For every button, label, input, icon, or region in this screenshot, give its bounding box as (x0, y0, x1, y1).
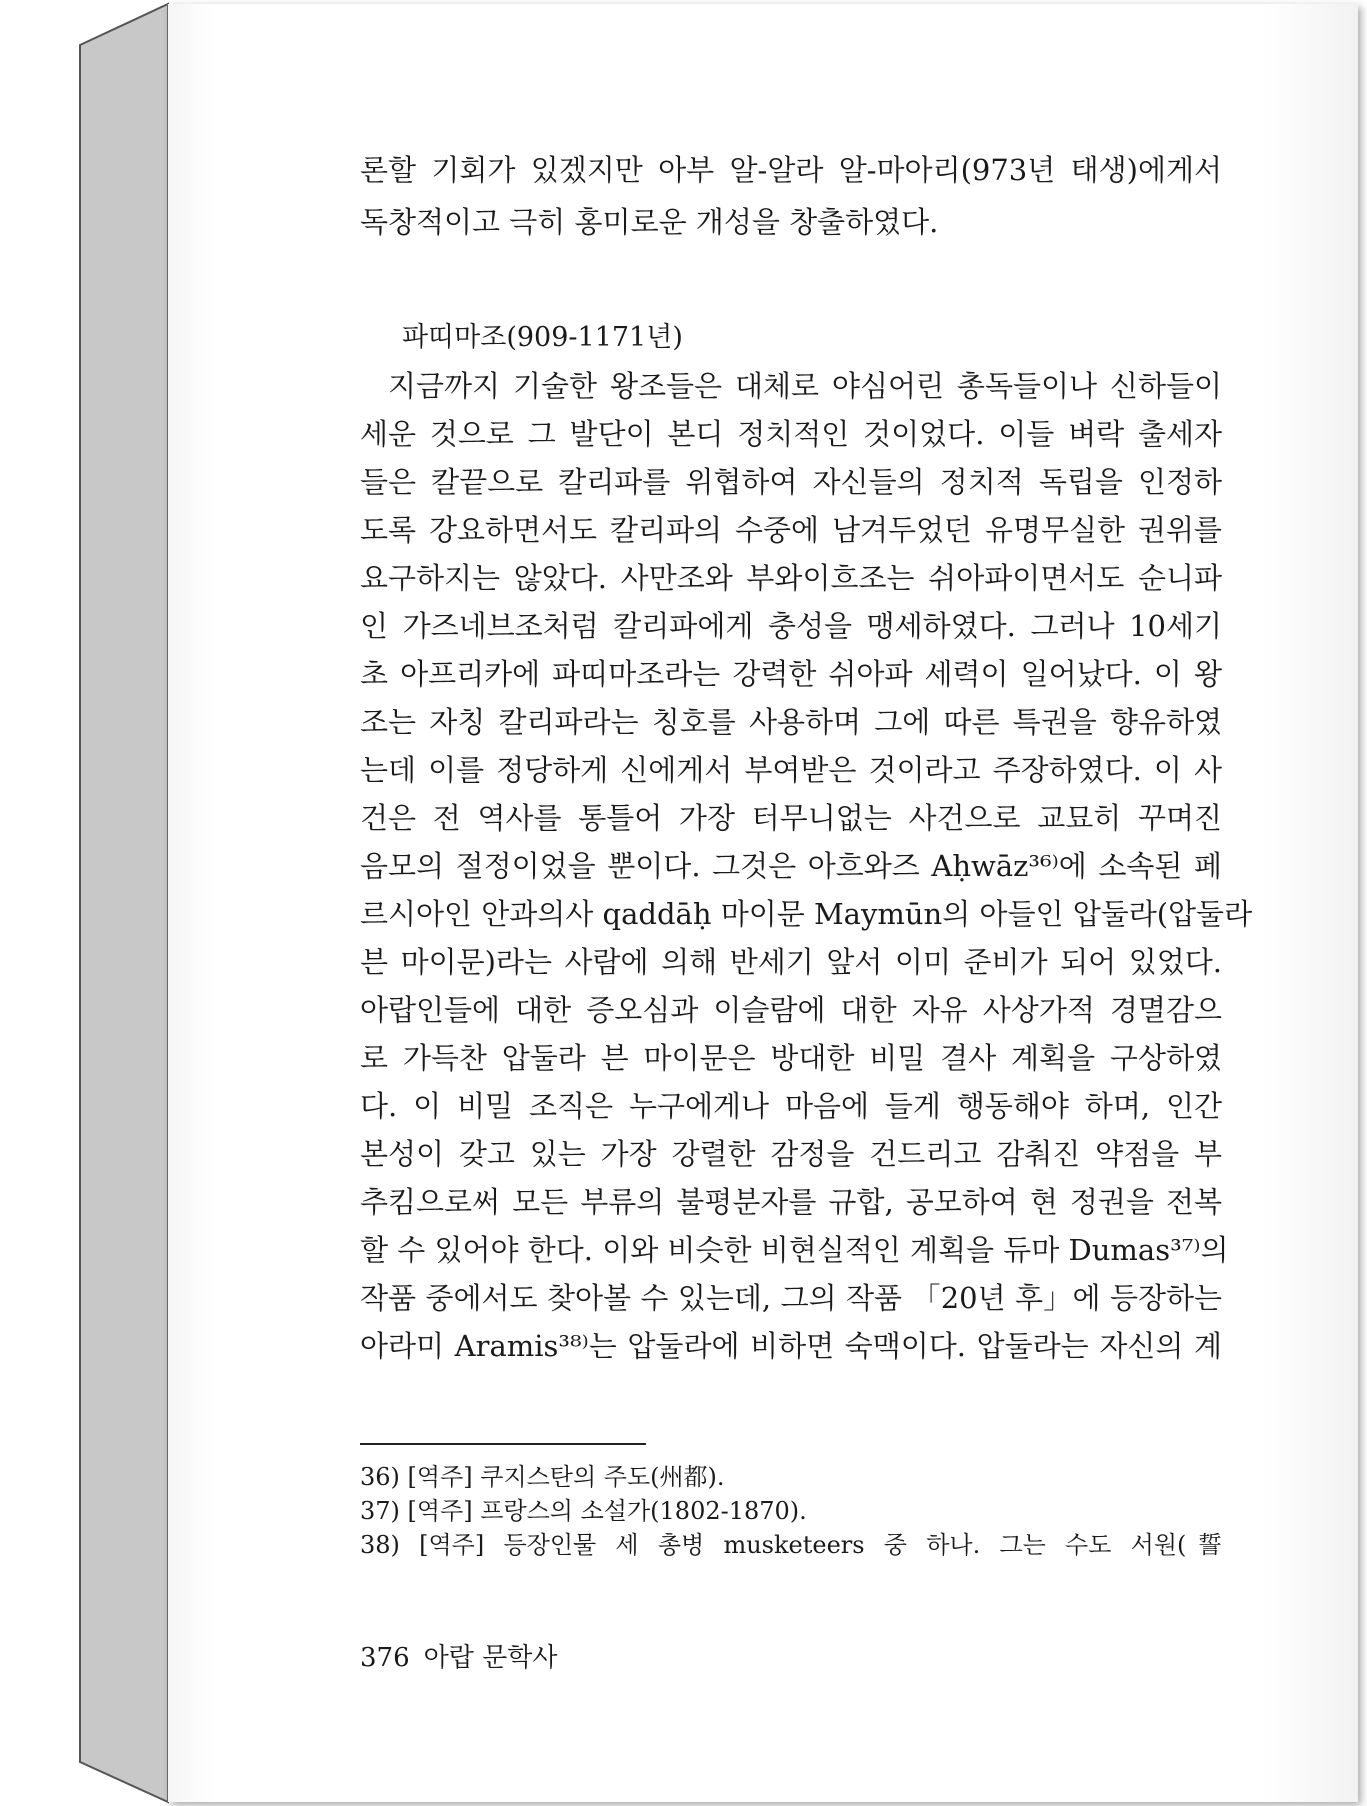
section-line: 세운 것으로 그 발단이 본디 정치적인 것이었다. 이들 벼락 출세자 (360, 417, 1222, 451)
page-number: 376 (360, 1643, 410, 1673)
section-line: 아라미 Aramis³⁸⁾는 압둘라에 비하면 숙맥이다. 압둘라는 자신의 계 (360, 1329, 1222, 1363)
section-line: 조는 자칭 칼리파라는 칭호를 사용하며 그에 따른 특권을 향유하였 (360, 705, 1222, 739)
section-line: 요구하지는 않았다. 사만조와 부와이흐조는 쉬아파이면서도 순니파 (360, 561, 1222, 595)
section-line: 로 가득찬 압둘라 븐 마이문은 방대한 비밀 결사 계획을 구상하였 (360, 1041, 1222, 1075)
section-line: 르시아인 안과의사 qaddāḥ 마이문 Maymūn의 아들인 압둘라(압둘라 (360, 897, 1253, 931)
section-line: 건은 전 역사를 통틀어 가장 터무니없는 사건으로 교묘히 꾸며진 (360, 801, 1222, 835)
section-line: 작품 중에서도 찾아볼 수 있는데, 그의 작품 「20년 후」에 등장하는 (360, 1281, 1222, 1315)
footnote-divider (360, 1443, 646, 1445)
section-heading: 파띠마조(909-1171년) (402, 322, 683, 353)
section-line: 븐 마이문)라는 사람에 의해 반세기 앞서 이미 준비가 되어 있었다. (360, 945, 1222, 979)
footnote: 38) [역주] 등장인물 세 총병 musketeers 중 하나. 그는 수도 서원(誓 (360, 1531, 1222, 1559)
footnote: 36) [역주] 쿠지스탄의 주도(州都). (360, 1463, 725, 1491)
body-line: 론할 기회가 있겠지만 아부 알-알라 알-마아리(973년 태생)에게서 (360, 153, 1222, 187)
section-line: 초 아프리카에 파띠마조라는 강력한 쉬아파 세력이 일어났다. 이 왕 (360, 657, 1222, 691)
section-line: 추킴으로써 모든 부류의 불평분자를 규합, 공모하여 현 정권을 전복 (360, 1185, 1222, 1219)
section-line: 는데 이를 정당하게 신에게서 부여받은 것이라고 주장하였다. 이 사 (360, 753, 1222, 787)
footnote: 37) [역주] 프랑스의 소설가(1802-1870). (360, 1497, 807, 1525)
section-line: 할 수 있어야 한다. 이와 비슷한 비현실적인 계획을 듀마 Dumas³⁷⁾의 (360, 1233, 1229, 1267)
running-title: 아랍 문학사 (423, 1643, 558, 1673)
section-line: 아랍인들에 대한 증오심과 이슬람에 대한 자유 사상가적 경멸감으 (360, 993, 1222, 1027)
body-line: 독창적이고 극히 홍미로운 개성을 창출하였다. (360, 205, 939, 239)
section-line: 음모의 절정이었을 뿐이다. 그것은 아흐와즈 Aḥwāz³⁶⁾에 소속된 페 (360, 849, 1222, 883)
section-line: 도록 강요하면서도 칼리파의 수중에 남겨두었던 유명무실한 권위를 (360, 513, 1222, 547)
section-line: 지금까지 기술한 왕조들은 대체로 야심어린 총독들이나 신하들이 (388, 369, 1222, 403)
section-line: 다. 이 비밀 조직은 누구에게나 마음에 들게 행동해야 하며, 인간 (360, 1089, 1222, 1123)
section-line: 본성이 갖고 있는 가장 강렬한 감정을 건드리고 감춰진 약점을 부 (360, 1137, 1222, 1171)
section-line: 인 가즈네브조처럼 칼리파에게 충성을 맹세하였다. 그러나 10세기 (360, 609, 1222, 643)
page-footer (360, 1640, 572, 1676)
section-line: 들은 칼끝으로 칼리파를 위협하여 자신들의 정치적 독립을 인정하 (360, 465, 1222, 499)
